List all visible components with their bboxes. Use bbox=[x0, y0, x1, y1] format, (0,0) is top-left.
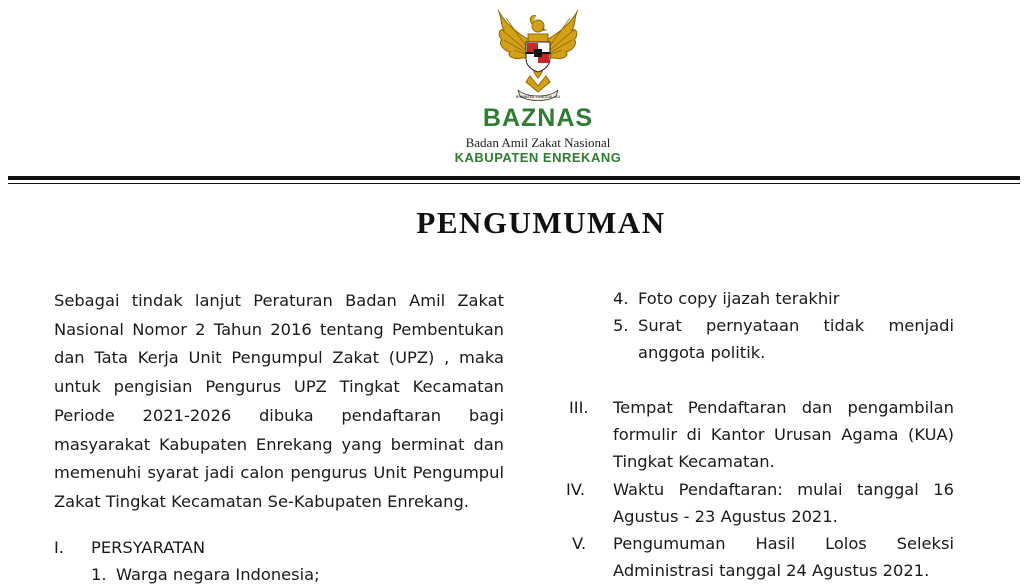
section-text-line1: Waktu Pendaftaran: mulai tanggal 16 bbox=[613, 480, 954, 499]
list-item-text: Warga negara Indonesia; bbox=[116, 565, 320, 584]
section-text-line3: Tingkat Kecamatan. bbox=[613, 452, 775, 471]
document-title: PENGUMUMAN bbox=[416, 205, 666, 240]
list-item-number: 1. bbox=[91, 565, 107, 584]
section-numeral: III. bbox=[569, 398, 589, 417]
section-numeral: I. bbox=[54, 538, 64, 557]
section-numeral: V. bbox=[572, 534, 587, 553]
org-region: KABUPATEN ENREKANG bbox=[454, 150, 622, 165]
header-divider-thick bbox=[8, 176, 1020, 180]
list-item-number: 4. bbox=[613, 289, 629, 308]
list-item-text-line1: Surat pernyataan tidak menjadi bbox=[638, 316, 954, 335]
org-subtitle: Badan Amil Zakat Nasional bbox=[465, 135, 611, 150]
section-text-line2: Administrasi tanggal 24 Agustus 2021. bbox=[613, 561, 930, 580]
list-item-text-line2: anggota politik. bbox=[638, 343, 766, 362]
header-divider-thin bbox=[8, 183, 1020, 184]
section-text-line1: Tempat Pendaftaran dan pengambilan bbox=[613, 398, 954, 417]
list-item-number: 5. bbox=[613, 316, 629, 335]
section-heading: PERSYARATAN bbox=[91, 538, 206, 557]
section-text-line2: formulir di Kantor Urusan Agama (KUA) bbox=[613, 425, 954, 444]
org-name: BAZNAS bbox=[482, 104, 594, 132]
section-text-line2: Agustus - 23 Agustus 2021. bbox=[613, 507, 838, 526]
section-text-line1: Pengumuman Hasil Lolos Seleksi bbox=[613, 534, 954, 553]
list-item-text: Foto copy ijazah terakhir bbox=[638, 289, 840, 308]
garuda-pancasila-emblem-icon bbox=[492, 6, 584, 106]
intro-paragraph: Sebagai tindak lanjut Peraturan Badan Amil Zakat Nasional Nomor 2 Tahun 2016 tentang Pembentukan dan Tata Kerja Unit Pengumpul Zakat (UPZ) , maka untuk pengisian Pengurus UPZ Tingkat Kecamatan Periode 2021-2026 dibuka pendaftaran bagi masyarakat Kabupaten Enrekang yang berminat dan memenuhi syarat jadi calon pengurus Unit Pengumpul Zakat Tingkat Kecamatan Se-Kabupaten Enrekang. bbox=[54, 291, 504, 511]
emblem-motto: BHINNEKA TUNGGAL IKA bbox=[515, 95, 561, 99]
section-numeral: IV. bbox=[566, 480, 586, 499]
